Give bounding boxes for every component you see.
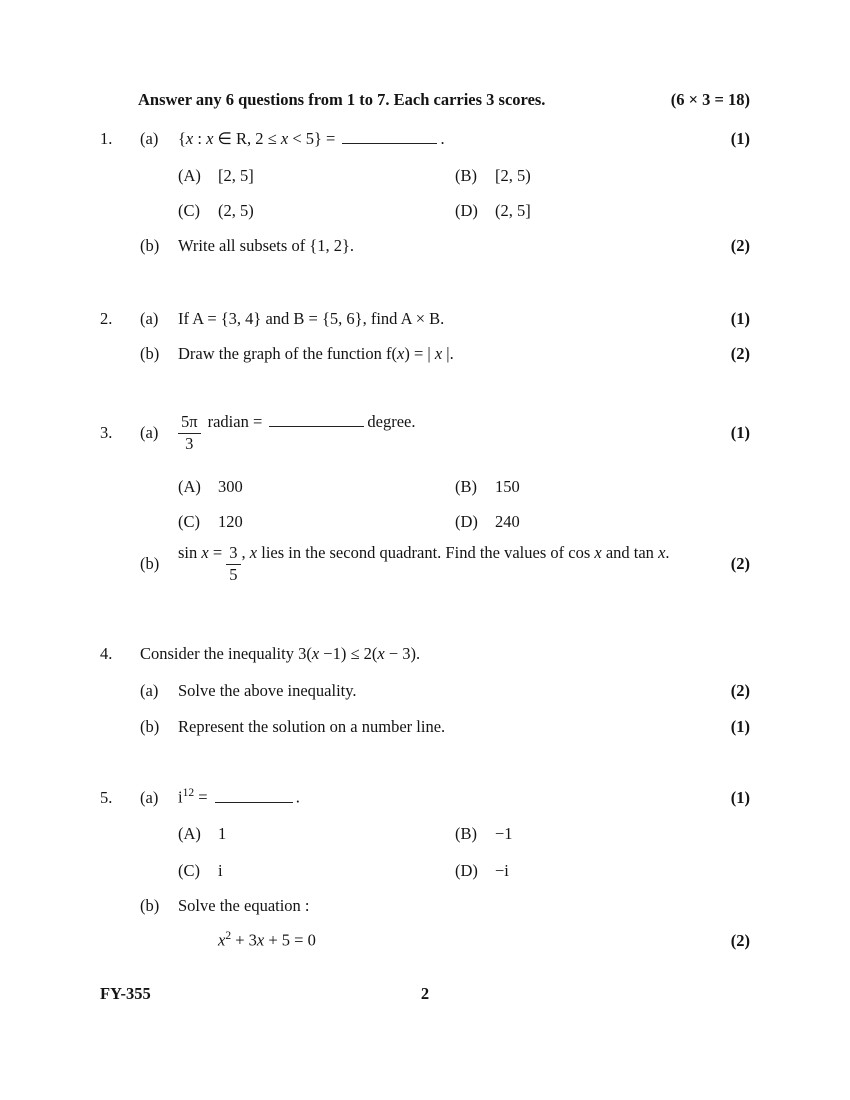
fraction-3-5: $\frac{3}{5}$ [226,544,240,585]
question-5-number: 5. [100,787,113,807]
question-4b-text: Represent the solution on a number line. [178,717,446,736]
equation: $x^2 + 3x + 5 = 0$ [218,930,316,950]
question-5b-equation-row [100,930,750,951]
fraction-5pi-3: $\frac{5\pi}{3}$ [178,413,201,454]
marks: (1) [730,787,750,807]
question-3a-options-row-1 [100,477,750,497]
question-4-part-b [100,717,750,737]
question-3b-text: sin x = $\frac{3}{5}$ , x lies in the second quadrant. Find the values of cos x and tan x. [178,543,670,584]
option-a-label: (A) [178,166,201,185]
option-a-value: [2, 5] [218,166,254,185]
question-1-part-a [100,129,750,149]
question-4-intro-text: Consider the inequality 3(x −1) ≤ 2(x − 3). [140,644,421,663]
option-b-label: (B) [455,477,477,496]
question-3-number: 3. [100,422,113,442]
marks: (2) [730,930,750,950]
option-c-label: (C) [178,861,200,880]
page-number: 2 [420,984,430,1003]
option-b-value: [2, 5) [495,166,531,185]
section-instruction: Answer any 6 questions from 1 to 7. Each carries 3 scores. [138,90,546,109]
option-a-value: 300 [218,477,243,496]
question-3-part-b [100,543,750,585]
question-3-part-a [100,412,750,454]
option-b-value: 150 [495,477,520,496]
marks: (1) [730,422,750,442]
option-d-label: (D) [455,512,478,531]
answer-blank [215,799,293,803]
marks: (2) [730,344,750,363]
question-3a-text: $\frac{5\pi}{3}$ radian = degree. [178,412,723,454]
question-5a-text: $i^{12}$ = . [178,787,300,807]
option-c-label: (C) [178,512,200,531]
option-d-value: (2, 5] [495,201,531,220]
question-1a-text: {x : x ∈ R, 2 ≤ x < 5} = . [178,129,445,148]
question-2-part-b [100,344,750,364]
part-a-label: (a) [140,309,159,328]
part-a-label: (a) [140,787,159,807]
question-2b-text: Draw the graph of the function f(x) = | x |. [178,344,454,363]
question-1-number: 1. [100,129,113,148]
option-c-value: 120 [218,512,243,531]
marks: (2) [730,681,750,700]
question-4-intro [100,644,750,664]
option-a-label: (A) [178,824,201,843]
part-b-label: (b) [140,236,160,255]
option-d-value: 240 [495,512,520,531]
option-a-label: (A) [178,477,201,496]
option-b-label: (B) [455,824,477,843]
option-c-value: i [218,861,223,880]
section-header [100,90,750,110]
question-1a-options-row-2 [100,201,750,221]
paper-code: FY-355 [100,984,151,1003]
question-4-part-a [100,681,750,701]
question-5a-options-row-2 [100,861,750,881]
option-d-label: (D) [455,861,478,880]
option-b-label: (B) [455,166,477,185]
marks: (1) [730,309,750,328]
marks: (1) [730,717,750,736]
option-a-value: 1 [218,824,227,843]
exponent: 2 [225,930,232,942]
question-5-part-a [100,787,750,808]
marks: (1) [730,129,750,148]
answer-blank [342,140,437,144]
question-5b-text: Solve the equation : [178,896,310,915]
question-5-part-b [100,896,750,916]
part-b-label: (b) [140,717,160,736]
question-5a-options-row-1 [100,824,750,844]
part-a-label: (a) [140,129,159,148]
answer-blank [269,423,364,427]
part-a-label: (a) [140,681,159,700]
marks: (2) [730,236,750,255]
exponent: 12 [182,787,195,799]
part-a-label: (a) [140,422,159,442]
part-b-label: (b) [140,896,160,915]
section-total-marks: (6 × 3 = 18) [670,90,750,109]
question-4a-text: Solve the above inequality. [178,681,357,700]
part-b-label: (b) [140,344,160,363]
option-c-label: (C) [178,201,200,220]
question-1a-options-row-1 [100,166,750,186]
question-1-part-b [100,236,750,256]
option-b-value: −1 [495,824,513,843]
question-2-part-a [100,309,750,329]
question-2a-text: If A = {3, 4} and B = {5, 6}, find A × B. [178,309,445,328]
question-2-number: 2. [100,309,113,328]
question-4-number: 4. [100,644,113,663]
option-d-value: −i [495,861,509,880]
option-c-value: (2, 5) [218,201,254,220]
question-1b-text: Write all subsets of {1, 2}. [178,236,355,255]
marks: (2) [730,553,750,573]
option-d-label: (D) [455,201,478,220]
part-b-label: (b) [140,553,160,573]
question-3a-options-row-2 [100,512,750,532]
